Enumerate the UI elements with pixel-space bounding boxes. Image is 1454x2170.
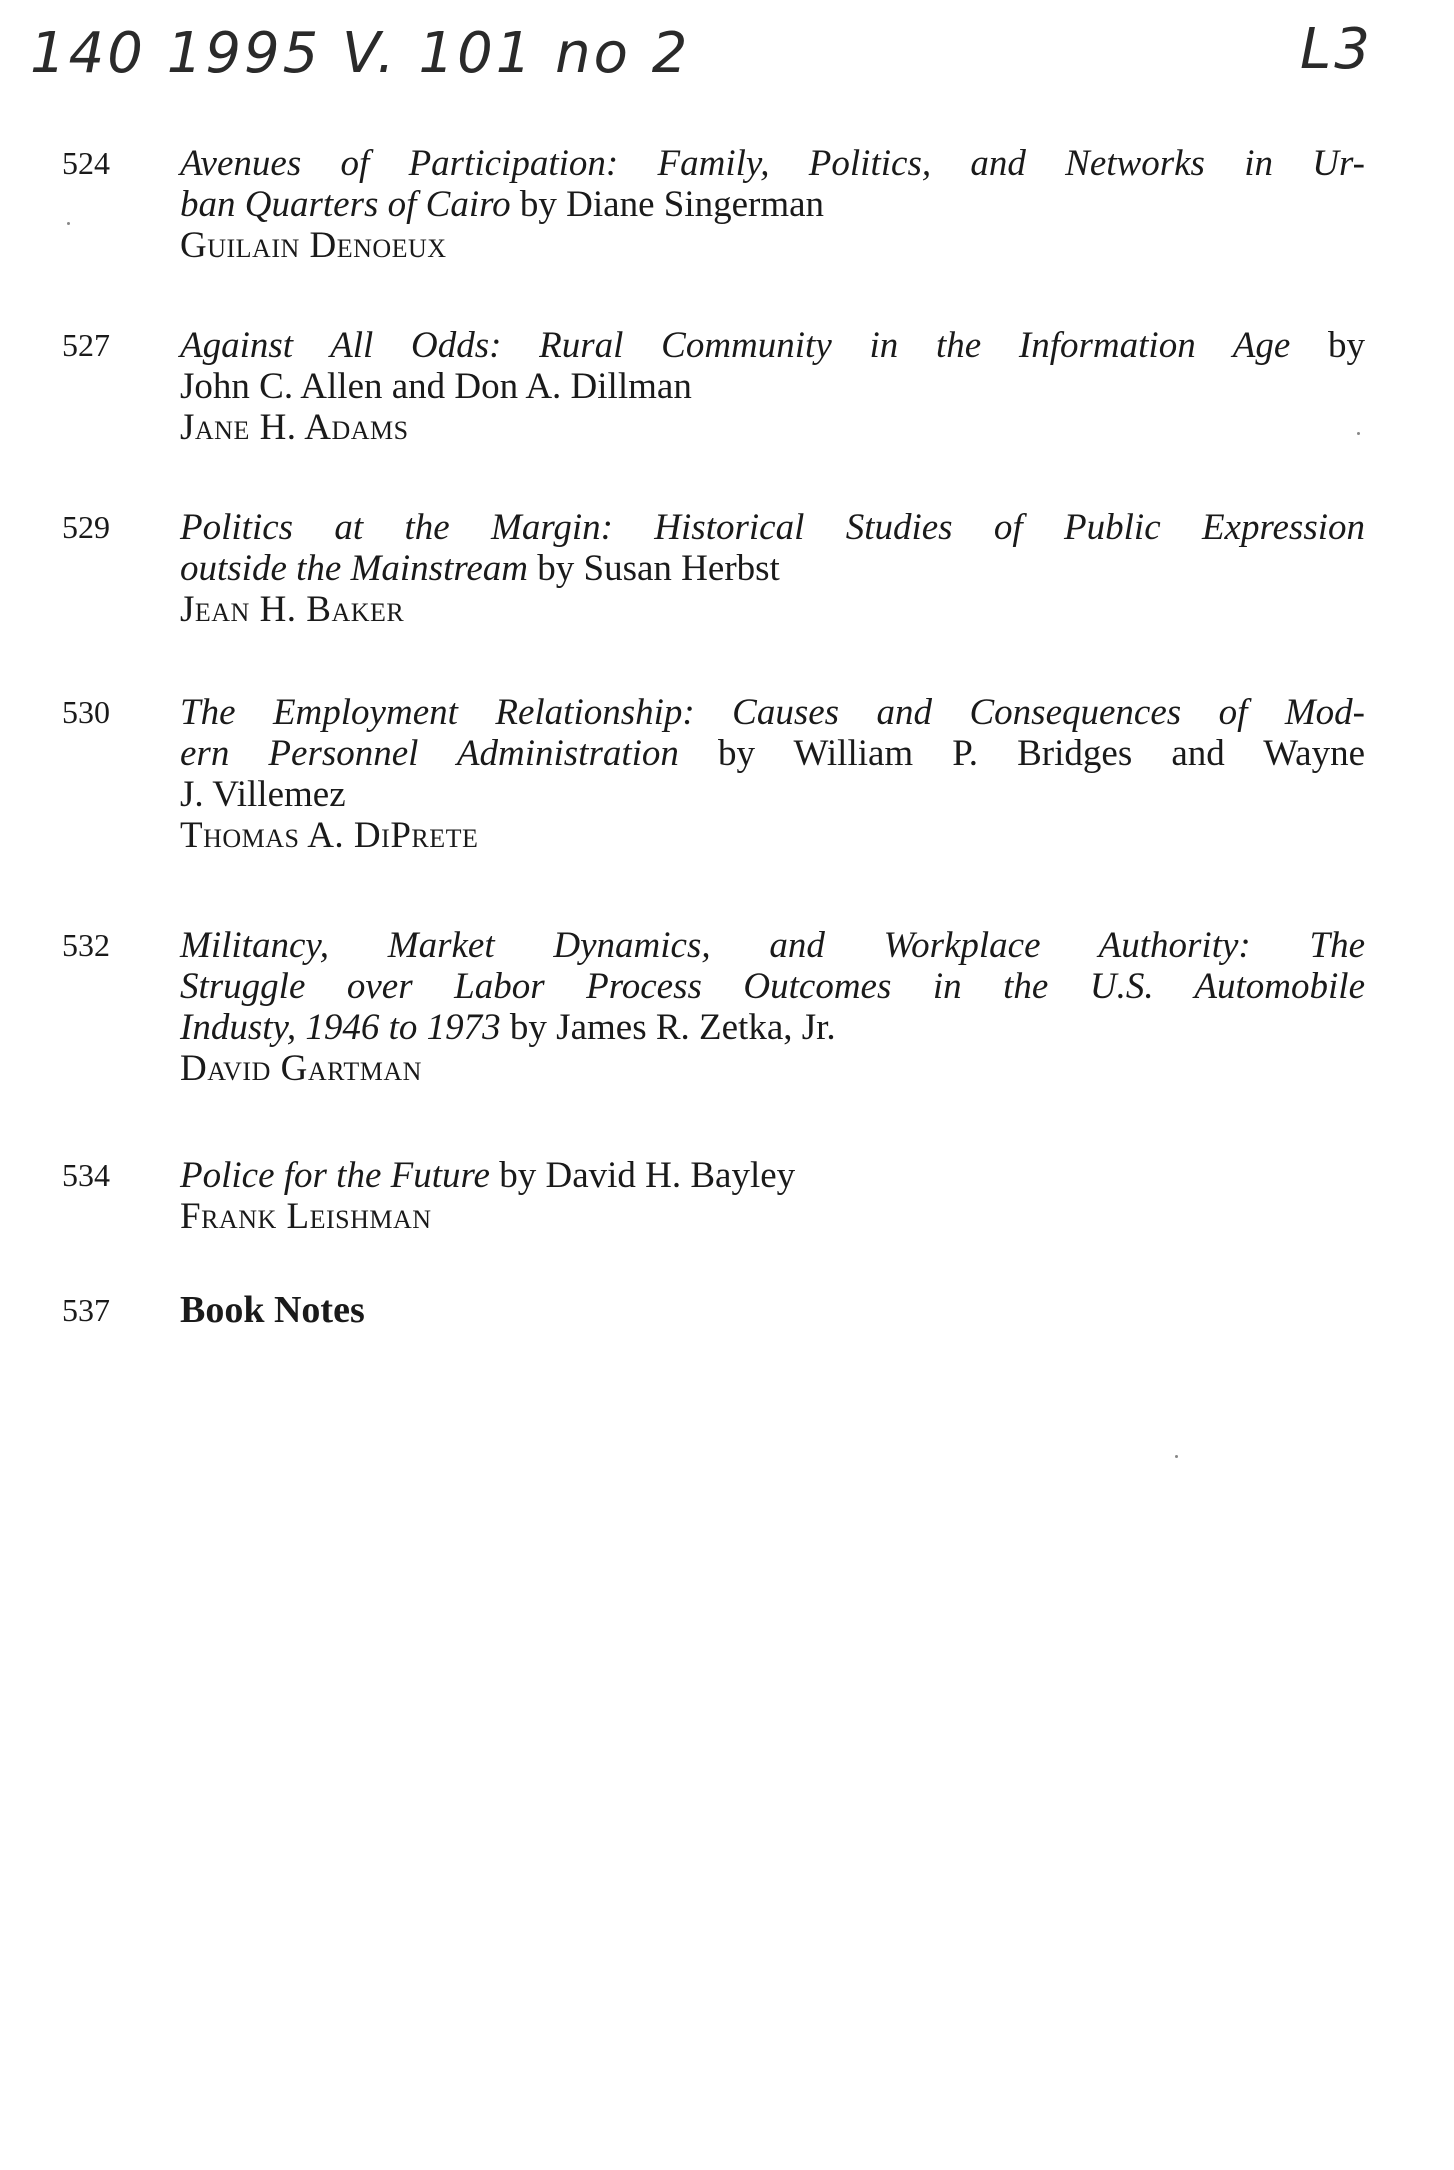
title-line: Police for the Future by David H. Bayley: [180, 1155, 796, 1196]
book-notes-heading: Book Notes: [180, 1289, 365, 1331]
title-line: Struggle over Labor Process Outcomes in the U.S. Automobile: [180, 966, 1365, 1007]
scan-speck: [67, 222, 70, 225]
entry-body: [180, 507, 1365, 630]
handwritten-mark-text: L3: [1300, 17, 1373, 82]
reviewer-name: Thomas A. DiPrete: [180, 815, 479, 856]
page-number: 537: [62, 1292, 110, 1328]
scan-speck: [1175, 1455, 1178, 1458]
title-line: Industy, 1946 to 1973 by James R. Zetka, Jr.: [180, 1007, 836, 1048]
entry-body: [180, 925, 1365, 1089]
title-line: ern Personnel Administration by William P. Bridges and Wayne: [180, 733, 1365, 774]
entry-body: [180, 1155, 1365, 1237]
title-line: J. Villemez: [180, 774, 346, 815]
reviewer-name: Guilain Denoeux: [180, 225, 447, 266]
title-line: Against All Odds: Rural Community in the Information Age by: [180, 325, 1366, 366]
reviewer-name: Frank Leishman: [180, 1196, 432, 1237]
title-line: outside the Mainstream by Susan Herbst: [180, 548, 780, 589]
page-number: 534: [62, 1157, 110, 1193]
handwritten-call-number-text: 140 1995 V. 101 no 2: [30, 21, 691, 86]
title-line: ban Quarters of Cairo by Diane Singerman: [180, 184, 825, 225]
page-number: 524: [62, 145, 110, 181]
entry-body: [180, 1290, 1365, 1331]
entry-body: [180, 692, 1365, 856]
reviewer-name: David Gartman: [180, 1048, 422, 1089]
entry-body: [180, 325, 1365, 448]
title-line: John C. Allen and Don A. Dillman: [180, 366, 692, 407]
title-line: The Employment Relationship: Causes and Consequences of Mod-: [180, 692, 1365, 733]
title-line: Avenues of Participation: Family, Politics, and Networks in Ur-: [180, 143, 1365, 184]
page-number: 527: [62, 327, 110, 363]
reviewer-name: Jean H. Baker: [180, 589, 405, 630]
entry-body: [180, 143, 1365, 266]
page-number: 529: [62, 509, 110, 545]
title-line: Militancy, Market Dynamics, and Workplace Authority: The: [180, 925, 1365, 966]
page-number: 532: [62, 927, 110, 963]
page-number: 530: [62, 694, 110, 730]
handwritten-call-number: [30, 0, 1430, 120]
reviewer-name: Jane H. Adams: [180, 407, 409, 448]
title-line: Politics at the Margin: Historical Studies of Public Expression: [180, 507, 1365, 548]
scan-speck: [1357, 432, 1360, 435]
